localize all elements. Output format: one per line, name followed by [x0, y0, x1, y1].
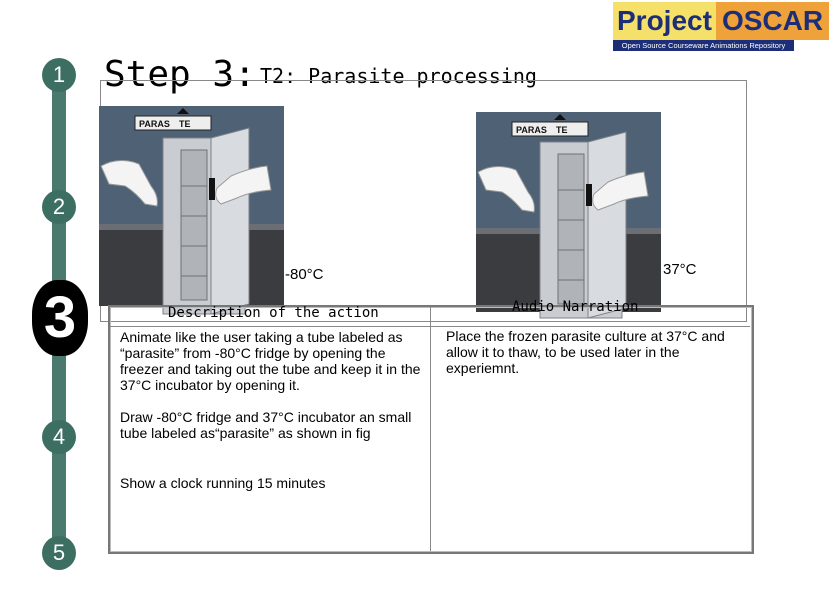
- sign-label-1: PARAS: [516, 125, 547, 135]
- narration-row-1: Place the frozen parasite culture at 37°C and allow it to thaw, to be used later in the experiemnt.: [446, 328, 725, 376]
- narration-column-header: Audio Narration: [512, 299, 639, 315]
- fridge-drawing: [99, 106, 284, 306]
- sign-label-2: TE: [179, 119, 191, 129]
- description-row-1: Animate like the user taking a tube labeled as “parasite” from -80°C fridge by opening the freezer and taking out the tube and keep it in the 37°C incubator by opening it.: [120, 329, 421, 393]
- step-3-marker-current[interactable]: 3: [32, 280, 88, 356]
- step-subtitle: T2: Parasite processing: [260, 64, 537, 88]
- incubator-drawing: [476, 112, 661, 312]
- logo-word-project: Project: [613, 2, 716, 40]
- step-2-marker[interactable]: 2: [42, 190, 76, 224]
- step-5-marker[interactable]: 5: [42, 536, 76, 570]
- sign-label-1: PARAS: [139, 119, 170, 129]
- table-column-divider: [430, 307, 431, 551]
- description-row-2: Draw -80°C fridge and 37°C incubator an small tube labeled as“parasite” as shown in fig: [120, 409, 412, 441]
- fridge-illustration: [99, 106, 284, 306]
- sign-label-2: TE: [556, 125, 568, 135]
- incubator-illustration: [476, 112, 661, 312]
- description-row-3: Show a clock running 15 minutes: [120, 475, 326, 491]
- logo-word-oscar: OSCAR: [716, 2, 829, 40]
- project-oscar-logo: [613, 2, 824, 51]
- description-column-header: Description of the action: [168, 305, 379, 321]
- step-title: Step 3:: [104, 54, 256, 95]
- incubator-temperature-label: 37°C: [663, 261, 697, 278]
- logo-tagline: Open Source Courseware Animations Repository: [613, 40, 794, 51]
- fridge-temperature-label: -80°C: [285, 266, 324, 283]
- step-4-marker[interactable]: 4: [42, 420, 76, 454]
- step-1-marker[interactable]: 1: [42, 58, 76, 92]
